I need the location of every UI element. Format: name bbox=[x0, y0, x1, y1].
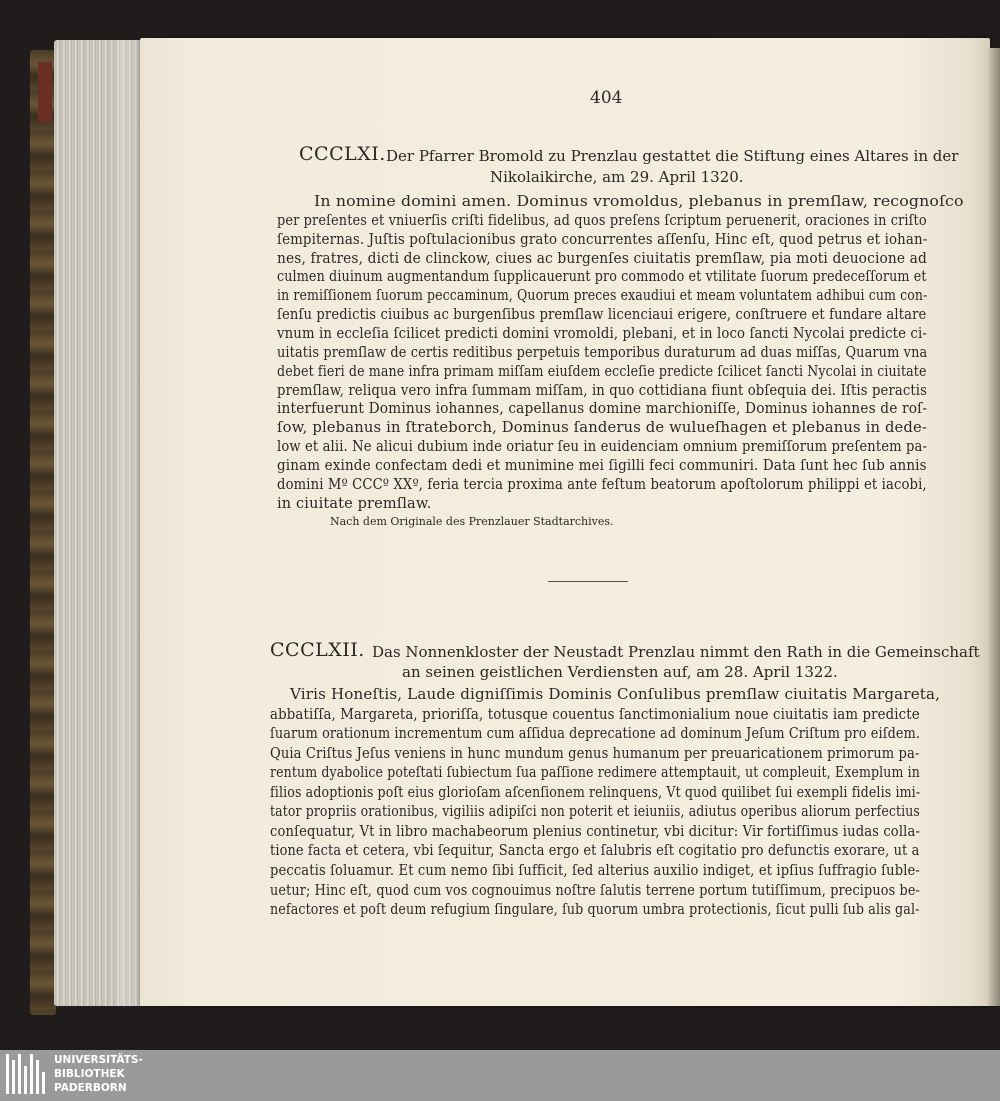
doc2-line: filios adoptionis poſt eius glorioſam aſcenſionem relinquens, Vt quod quilibet ſui exempli fidelis imi- bbox=[270, 784, 921, 801]
doc2-line: conſequatur, Vt in libro machabeorum plenius continetur, vbi dicitur: Vir fortiſſimus iudas colla- bbox=[270, 823, 921, 840]
doc1-source-note: Nach dem Originale des Prenzlauer Stadtarchives. bbox=[330, 515, 614, 528]
doc1-line: ſempiternas. Juſtis poſtulacionibus grato concurrentes aſſenſu, Hinc eſt, quod petrus et iohan- bbox=[277, 231, 928, 248]
doc1-line: ſow, plebanus in ſtrateborch, Dominus ſanderus de wulueſhagen et plebanus in dede- bbox=[277, 420, 928, 437]
doc2-number: CCCLXII. bbox=[270, 639, 365, 661]
doc1-line: ginam exinde confectam dedi et munimine mei ſigilli feci communiri. Data ſunt hec ſub annis bbox=[277, 457, 927, 474]
doc1-line: interfuerunt Dominus iohannes, capellanus domine marchioniſſe, Dominus iohannes de roſ- bbox=[277, 401, 928, 418]
university-logo-icon bbox=[0, 1050, 48, 1101]
doc1-title-line1: Der Pfarrer Bromold zu Prenzlau gestattet die Stiftung eines Altares in der bbox=[386, 147, 959, 165]
doc1-heading bbox=[299, 143, 386, 165]
doc2-line: nefactores et poſt deum refugium ſingulare, ſub quorum umbra protectionis, ſicut pulli ſub alis gal- bbox=[270, 902, 920, 919]
library-name bbox=[54, 1053, 143, 1095]
doc2-line: abbatiſſa, Margareta, prioriſſa, totusque couentus ſanctimonialium noue ciuitatis iam predicte bbox=[270, 706, 920, 723]
doc2-heading bbox=[270, 639, 365, 661]
library-footer bbox=[0, 1050, 1000, 1101]
library-name-line3: PADERBORN bbox=[54, 1082, 127, 1094]
doc2-line: tator propriis orationibus, vigiliis adipiſci non poterit et ieiuniis, adiutus operibus aliorum perfectius bbox=[270, 804, 920, 821]
library-name-line2: BIBLIOTHEK bbox=[54, 1068, 125, 1080]
book-spine bbox=[30, 50, 56, 1015]
doc1-line: vnum in eccleſia ſcilicet predicti domini vromoldi, plebani, et in loco ſancti Nycolai predicte ci- bbox=[277, 325, 927, 342]
page-number: 404 bbox=[590, 88, 623, 108]
doc1-title-line2: Nikolaikirche, am 29. April 1320. bbox=[490, 168, 744, 186]
doc2-title-line1: Das Nonnenkloster der Neustadt Prenzlau nimmt den Rath in die Gemeinschaft bbox=[372, 643, 980, 661]
spine-label bbox=[38, 62, 52, 122]
doc1-line: in remiſſionem ſuorum peccaminum, Quorum preces exaudiui et meam voluntatem adhibui cum con- bbox=[277, 288, 928, 305]
doc1-line: ſenſu predictis ciuibus ac burgenſibus premſlaw licenciaui erigere, conſtruere et fundare altare bbox=[277, 307, 927, 324]
doc2-line: Quia Criſtus Jeſus veniens in hunc mundum genus humanum per preuaricationem primorum pa- bbox=[270, 745, 920, 762]
doc1-line: nes, fratres, dicti de clinckow, ciues ac burgenſes ciuitatis premſlaw, pia moti deuocione ad bbox=[277, 250, 927, 267]
doc1-line: debet fieri de mane infra primam miſſam eiuſdem eccleſie predicte ſcilicet ſancti Nycolai in ciuitate bbox=[277, 363, 927, 380]
doc1-line: premſlaw, reliqua vero infra ſummam miſſam, in quo cottidiana fiunt obſequia dei. Iſtis peractis bbox=[277, 382, 928, 399]
doc2-title-line2: an seinen geistlichen Verdiensten auf, am 28. April 1322. bbox=[402, 663, 838, 681]
section-divider bbox=[548, 581, 628, 582]
doc1-line: uitatis premſlaw de certis reditibus perpetuis temporibus duraturum ad duas miſſas, Quarum vna bbox=[277, 344, 928, 361]
library-name-line1: UNIVERSITÄTS- bbox=[54, 1054, 143, 1066]
doc2-line: ſuarum orationum incrementum cum aſſidua deprecatione ad dominum Jeſum Criſtum pro eiſdem. bbox=[270, 726, 921, 743]
doc1-line: In nomine domini amen. Dominus vromoldus, plebanus in premſlaw, recognoſco bbox=[314, 194, 964, 210]
doc1-line: culmen diuinum augmentandum ſupplicauerunt pro commodo et vtilitate ſuorum predeceſſorum et bbox=[277, 269, 927, 286]
doc1-line: domini Mº CCCº XXº, feria tercia proxima ante feſtum beatorum apoſtolorum philippi et iacobi, bbox=[277, 476, 927, 493]
doc2-line: Viris Honeſtis, Laude digniſſimis Dominis Conſulibus premſlaw ciuitatis Margareta, bbox=[290, 687, 941, 703]
doc1-line: in ciuitate premſlaw. bbox=[277, 495, 432, 512]
doc2-line: rentum dyabolice poteſtati ſubiectum ſua paſſione redimere attemptauit, ut compleuit, Exemplum in bbox=[270, 765, 920, 782]
doc1-line: per preſentes et vniuerſis criſti fidelibus, ad quos preſens ſcriptum peruenerit, oraciones in criſto bbox=[277, 212, 927, 229]
doc1-number: CCCLXI. bbox=[299, 143, 386, 165]
doc2-line: uetur; Hinc eſt, quod cum vos cognouimus noſtre ſalutis terrene portum tutiſſimum, precipuos be- bbox=[270, 882, 920, 899]
doc2-line: tione facta et cetera, vbi ſequitur, Sancta ergo et ſalubris eſt cogitatio pro defunctis exorare, ut a bbox=[270, 843, 920, 860]
doc1-line: low et alii. Ne alicui dubium inde oriatur ſeu in euidenciam omnium premiſſorum preſentem pa- bbox=[277, 439, 928, 456]
doc2-line: peccatis ſoluamur. Et cum nemo ſibi ſufficit, ſed alterius auxilio indiget, et ipſius ſuffragio ſuble- bbox=[270, 862, 920, 879]
